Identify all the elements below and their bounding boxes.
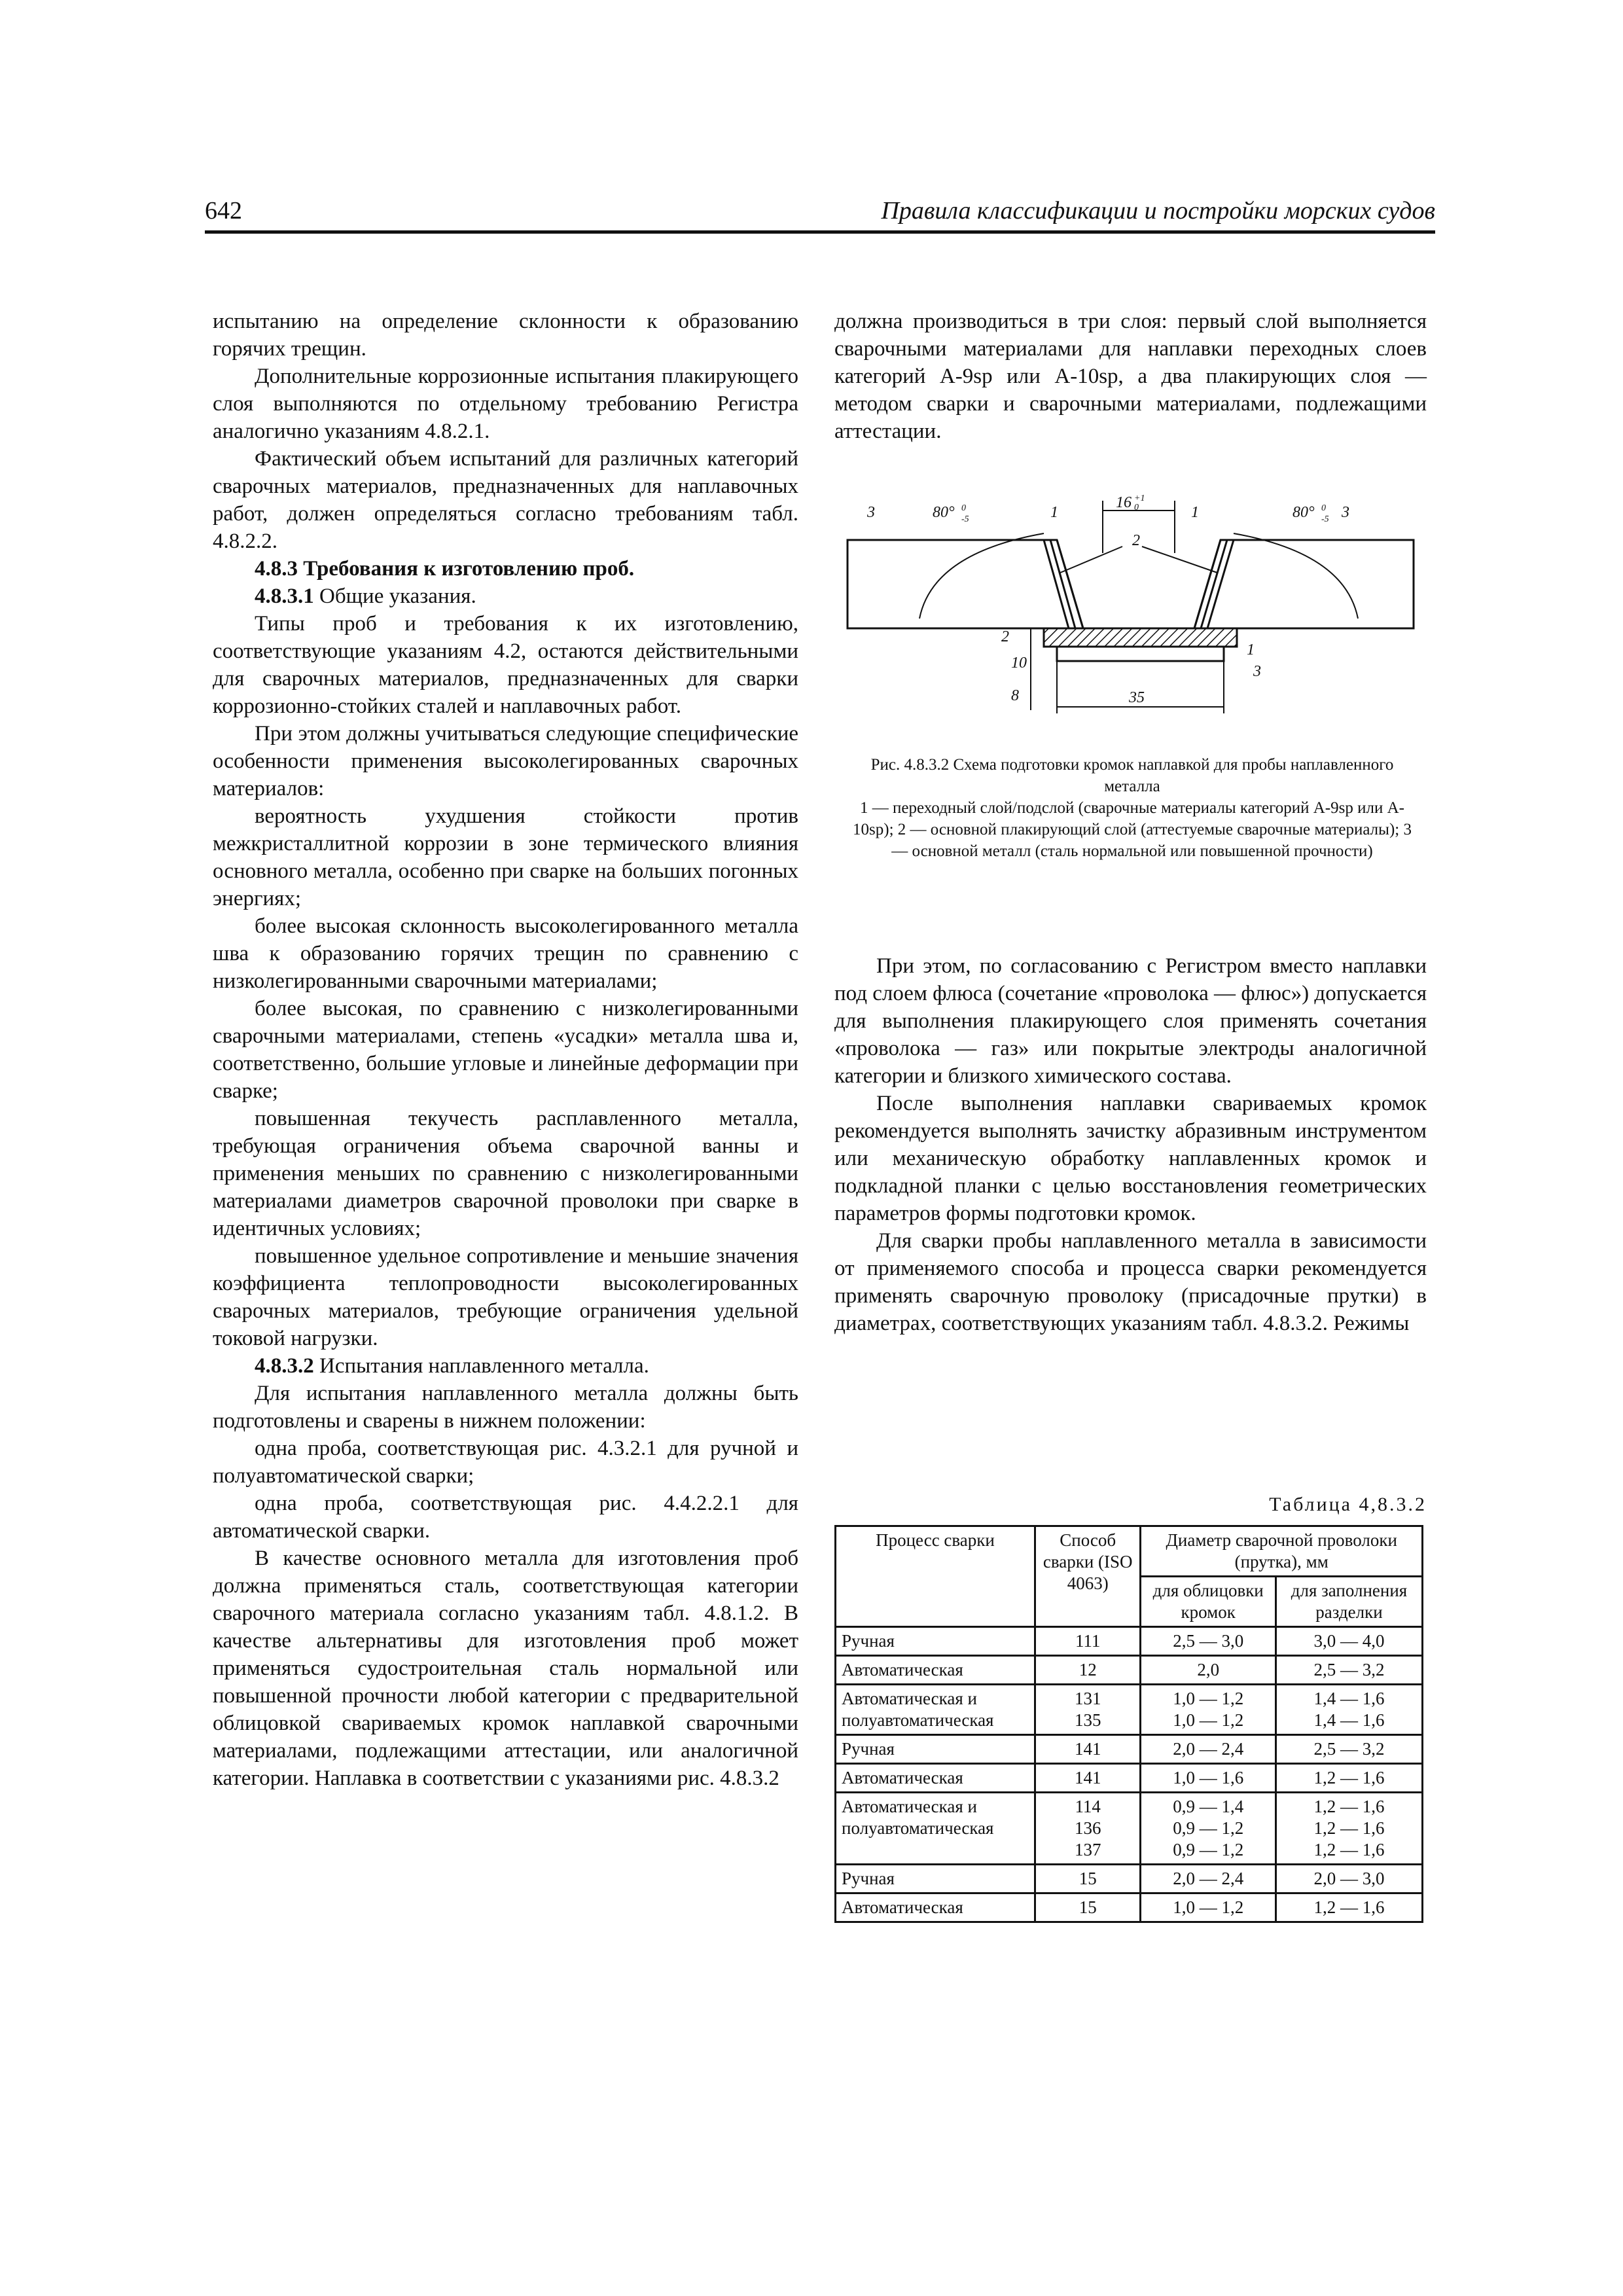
svg-text:2: 2	[1132, 532, 1140, 549]
cell-method: 114 136 137	[1035, 1793, 1140, 1865]
cell-filling: 3,0 — 4,0	[1275, 1627, 1422, 1656]
paragraph-text: При этом должны учитываться следующие специфические особенности применения высоколегированных сварочных материалов:	[213, 722, 798, 800]
svg-text:3: 3	[867, 504, 875, 521]
cell-facing: 0,9 — 1,4 0,9 — 1,2 0,9 — 1,2	[1141, 1793, 1276, 1865]
svg-text:2: 2	[1001, 628, 1009, 645]
cell-facing: 2,0 — 2,4	[1141, 1865, 1276, 1893]
cell-process: Ручная	[836, 1735, 1035, 1764]
cladding-layers-left	[1044, 540, 1083, 628]
paragraph	[213, 802, 798, 912]
svg-text:80°: 80°	[933, 504, 955, 521]
svg-text:3: 3	[1342, 504, 1349, 521]
paragraph	[213, 1242, 798, 1352]
paragraph	[834, 308, 1427, 445]
paragraph	[213, 308, 798, 363]
paragraph	[213, 1545, 798, 1792]
paragraph	[213, 1352, 798, 1380]
paragraph-text: Испытания наплавленного металла.	[313, 1354, 649, 1378]
svg-text:80°: 80°	[1293, 504, 1315, 521]
svg-text:16: 16	[1116, 494, 1132, 511]
cladding-layers-right	[1194, 540, 1234, 628]
svg-text:0: 0	[961, 503, 966, 513]
section-number: 4.8.3.2	[255, 1354, 314, 1378]
svg-text:+1: +1	[1134, 493, 1145, 503]
paragraph	[213, 583, 798, 610]
paragraph-text: испытанию на определение склонности к образованию горячих трещин.	[213, 310, 798, 361]
paragraph-text: более высокая склонность высоколегированного металла шва к образованию горячих трещин по сравнению с низколегированными сварочными материалами;	[213, 914, 798, 993]
paragraph-text: При этом, по согласованию с Регистром вместо наплавки под слоем флюса (сочетание «проволока — флюс») допускается для выполнения плакирующего слоя применять сочетания «проволока — газ» или покрытые электроды аналогичной категории и близкого химического состава.	[834, 954, 1427, 1088]
paragraph-text: После выполнения наплавки свариваемых кромок рекомендуется выполнять зачистку абразивным инструментом или механическую обработку наплавленных кромок и подкладной планки с целью восстановления геометрических параметров формы подготовки кромок.	[834, 1092, 1427, 1225]
cell-process: Автоматическая и полуавтоматическая	[836, 1793, 1035, 1865]
cell-process: Автоматическая	[836, 1893, 1035, 1922]
cell-process: Автоматическая	[836, 1764, 1035, 1793]
figure-caption-legend: 1 — переходный слой/подслой (сварочные материалы категорий A-9sp или A-10sp); 2 — основной плакирующий слой (аттестуемые сварочные материалы); 3 — основной металл (сталь нормальной или повышенной прочности)	[853, 799, 1412, 860]
svg-text:0: 0	[1321, 503, 1326, 513]
paragraph-text: более высокая, по сравнению с низколегированными сварочными материалами, степень «усадки» металла шва и, соответственно, большие угловые и линейные деформации при сварке;	[213, 997, 798, 1103]
paragraph-text: должна производиться в три слоя: первый слой выполняется сварочными материалами для наплавки переходных слоев категорий A-9sp или A-10sp, а два плакирующих слоя — методом сварки и сварочными материалами, подлежащими аттестации.	[834, 310, 1427, 443]
paragraph-text: Дополнительные коррозионные испытания плакирующего слоя выполняются по отдельному требованию Регистра аналогично указаниям 4.8.2.1.	[213, 365, 798, 443]
paragraph	[213, 363, 798, 445]
table-row	[836, 1685, 1423, 1735]
backing-plate	[1057, 647, 1224, 661]
paragraph	[213, 1380, 798, 1435]
header-facing: для облицовки кромок	[1141, 1577, 1276, 1627]
paragraph-text: одна проба, соответствующая рис. 4.4.2.2.1 для автоматической сварки.	[213, 1492, 798, 1543]
base-plate-right	[1194, 540, 1414, 628]
section-number: 4.8.3.1	[255, 584, 314, 608]
cell-method: 111	[1035, 1627, 1140, 1656]
paragraph	[834, 1227, 1427, 1337]
header-rule	[205, 230, 1435, 234]
table-row	[836, 1656, 1423, 1685]
cell-facing: 2,0	[1141, 1656, 1276, 1685]
paragraph	[213, 720, 798, 802]
figure-labels	[866, 493, 1349, 706]
cell-facing: 2,0 — 2,4	[1141, 1735, 1276, 1764]
section-number: 4.8.3	[255, 557, 298, 581]
svg-text:8: 8	[1011, 687, 1019, 704]
paragraph	[834, 952, 1427, 1090]
page-number: 642	[205, 197, 242, 224]
left-column	[213, 308, 798, 1792]
cell-facing: 1,0 — 1,2	[1141, 1893, 1276, 1922]
paragraph-text: Требования к изготовлению проб.	[298, 557, 635, 581]
cell-filling: 2,5 — 3,2	[1275, 1656, 1422, 1685]
svg-text:3: 3	[1253, 663, 1261, 680]
paragraph	[213, 555, 798, 583]
cell-filling: 2,0 — 3,0	[1275, 1865, 1422, 1893]
cell-facing: 1,0 — 1,6	[1141, 1764, 1276, 1793]
paragraph-text: Для испытания наплавленного металла должны быть подготовлены и сварены в нижнем положении:	[213, 1382, 798, 1433]
svg-text:0: 0	[1134, 503, 1139, 512]
header-process: Процесс сварки	[836, 1526, 1035, 1627]
edge-preparation-figure	[834, 481, 1427, 743]
cell-method: 141	[1035, 1764, 1140, 1793]
wire-diameter-table	[834, 1525, 1423, 1923]
paragraph	[834, 1090, 1427, 1227]
paragraph-text: Для сварки пробы наплавленного металла в зависимости от применяемого способа и процесса сварки рекомендуется применять сварочную проволоку (присадочные прутки) в диаметрах, соответствующих указаниям табл. 4.8.3.2. Режимы	[834, 1229, 1427, 1335]
paragraph-text: Фактический объем испытаний для различных категорий сварочных материалов, предназначенных для наплавочных работ, должен определяться согласно требованиям табл. 4.8.2.2.	[213, 447, 798, 553]
cell-method: 12	[1035, 1656, 1140, 1685]
right-column-bottom	[834, 952, 1427, 1337]
paragraph	[213, 912, 798, 995]
cell-filling: 1,2 — 1,6 1,2 — 1,6 1,2 — 1,6	[1275, 1793, 1422, 1865]
paragraph	[213, 995, 798, 1105]
cell-process: Автоматическая	[836, 1656, 1035, 1685]
paragraph-text: повышенная текучесть расплавленного металла, требующая ограничения объема сварочной ванны и применения меньших по сравнению с низколегированными материалами диаметров сварочной проволоки при сварке в идентичных условиях;	[213, 1107, 798, 1240]
paragraph	[213, 445, 798, 555]
paragraph	[213, 1490, 798, 1545]
svg-text:-5: -5	[1321, 514, 1329, 524]
cell-facing: 2,5 — 3,0	[1141, 1627, 1276, 1656]
paragraph-text: В качестве основного металла для изготовления проб должна применяться сталь, соответствующая категории сварочного материала согласно указаниям табл. 4.8.1.2. В качестве альтернативы для изготовления проб может применяться судостроительная сталь нормальной или повышенной прочности любой категории с предварительной облицовкой свариваемых кромок наплавкой сварочными материалами, подлежащими аттестации, или аналогичной категории. Наплавка в соответствии с указаниями рис. 4.8.3.2	[213, 1547, 798, 1790]
cell-facing: 1,0 — 1,2 1,0 — 1,2	[1141, 1685, 1276, 1735]
paragraph	[213, 610, 798, 720]
paragraph-text: вероятность ухудшения стойкости против межкристаллитной коррозии в зоне термического влияния основного металла, особенно при сварке на больших погонных энергиях;	[213, 804, 798, 910]
cell-method: 15	[1035, 1893, 1140, 1922]
table-row	[836, 1793, 1423, 1865]
svg-text:1: 1	[1247, 641, 1255, 658]
cell-filling: 1,2 — 1,6	[1275, 1893, 1422, 1922]
cell-process: Ручная	[836, 1627, 1035, 1656]
svg-text:-5: -5	[961, 514, 969, 524]
table-row	[836, 1764, 1423, 1793]
svg-text:35: 35	[1129, 689, 1145, 706]
header-diameter: Диаметр сварочной проволоки (прутка), мм	[1141, 1526, 1423, 1577]
figure-caption	[851, 754, 1414, 862]
cell-filling: 1,4 — 1,6 1,4 — 1,6	[1275, 1685, 1422, 1735]
svg-text:1: 1	[1191, 504, 1199, 521]
cell-process: Ручная	[836, 1865, 1035, 1893]
table-row	[836, 1735, 1423, 1764]
cell-method: 131 135	[1035, 1685, 1140, 1735]
svg-text:10: 10	[1011, 655, 1027, 672]
cell-filling: 2,5 — 3,2	[1275, 1735, 1422, 1764]
paragraph-text: Общие указания.	[313, 584, 476, 608]
paragraph	[213, 1105, 798, 1242]
header-method: Способ сварки (ISO 4063)	[1035, 1526, 1140, 1627]
paragraph-text: повышенное удельное сопротивление и меньшие значения коэффициента теплопроводности высоколегированных сварочных материалов, требующие ограничения удельной токовой нагрузки.	[213, 1244, 798, 1350]
right-column-top	[834, 308, 1427, 445]
header-filling: для заполнения разделки	[1275, 1577, 1422, 1627]
cell-method: 141	[1035, 1735, 1140, 1764]
table-row	[836, 1865, 1423, 1893]
cell-method: 15	[1035, 1865, 1140, 1893]
table-row	[836, 1627, 1423, 1656]
backing-strip	[1044, 628, 1237, 647]
cell-process: Автоматическая и полуавтоматическая	[836, 1685, 1035, 1735]
paragraph-text: одна проба, соответствующая рис. 4.3.2.1 для ручной и полуавтоматической сварки;	[213, 1437, 798, 1488]
table-caption: Таблица 4,8.3.2	[1269, 1494, 1427, 1515]
paragraph-text: Типы проб и требования к их изготовлению, соответствующие указаниям 4.2, остаются действительными для сварочных материалов, предназначенных для сварки коррозионно-стойких сталей и наплавочных работ.	[213, 612, 798, 718]
table-row	[836, 1893, 1423, 1922]
cell-filling: 1,2 — 1,6	[1275, 1764, 1422, 1793]
page-header	[205, 196, 1435, 236]
figure-caption-title: Рис. 4.8.3.2 Схема подготовки кромок наплавкой для пробы наплавленного металла	[870, 756, 1394, 795]
svg-text:1: 1	[1050, 504, 1058, 521]
running-title: Правила классификации и постройки морских судов	[881, 197, 1435, 224]
paragraph	[213, 1435, 798, 1490]
